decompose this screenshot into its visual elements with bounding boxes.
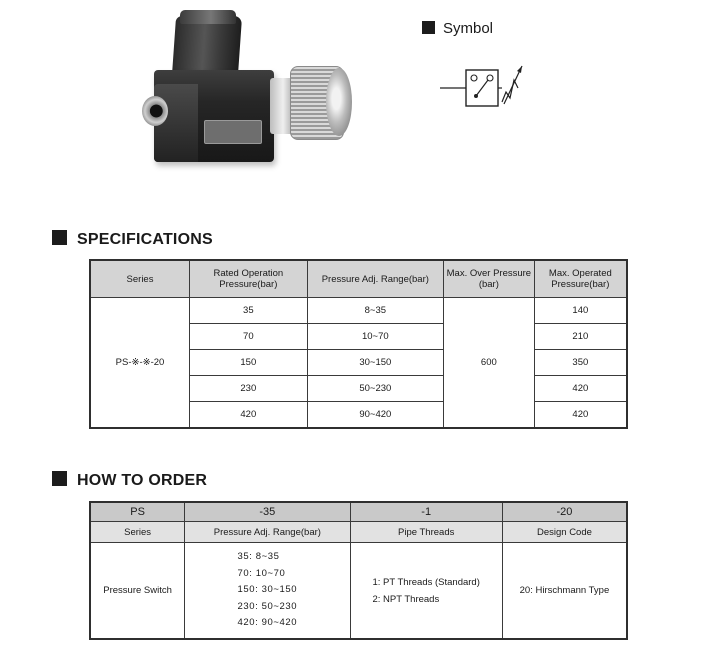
list-item: 2: NPT Threads (372, 593, 440, 605)
pressure-port (142, 96, 168, 126)
spec-rated-cell: 420 (190, 402, 308, 429)
order-code-range: -35 (185, 502, 350, 522)
order-header-series: Series (90, 522, 185, 543)
spec-max-operated-cell: 140 (534, 298, 627, 324)
product-photo (130, 8, 370, 173)
how-to-order-title: HOW TO ORDER (77, 472, 208, 489)
thread-list (373, 574, 480, 608)
spec-max-over-cell: 600 (444, 298, 535, 429)
order-design-value: 20: Hirschmann Type (502, 543, 627, 640)
range-list (237, 549, 297, 632)
spec-max-operated-cell: 350 (534, 350, 627, 376)
order-header-design: Design Code (502, 522, 627, 543)
spec-max-operated-cell: 210 (534, 324, 627, 350)
square-bullet-icon (52, 471, 67, 486)
order-series-value: Pressure Switch (90, 543, 185, 640)
list-item: 35: 8~35 (237, 551, 280, 563)
spec-rated-cell: 150 (190, 350, 308, 376)
spec-range-cell: 50~230 (307, 376, 443, 402)
spec-range-cell: 10~70 (307, 324, 443, 350)
spec-series-cell: PS-※-※-20 (90, 298, 190, 429)
symbol-title: Symbol (443, 20, 494, 37)
spec-max-operated-cell: 420 (534, 376, 627, 402)
spec-header-series: Series (90, 260, 190, 298)
how-to-order-heading (52, 471, 207, 490)
spec-rated-cell: 230 (190, 376, 308, 402)
order-threads-cell (350, 543, 502, 640)
list-item: 230: 50~230 (237, 600, 298, 612)
connector-cap (180, 10, 236, 24)
order-code-design: -20 (502, 502, 627, 522)
pressure-switch-symbol-icon (440, 62, 530, 108)
list-item: 1: PT Threads (Standard) (372, 576, 480, 588)
spec-rated-cell: 70 (190, 324, 308, 350)
specifications-title: SPECIFICATIONS (77, 231, 213, 248)
spec-header-rated: Rated Operation Pressure(bar) (190, 260, 308, 298)
specifications-table (89, 259, 628, 429)
order-code-series: PS (90, 502, 185, 522)
how-to-order-table (89, 501, 628, 640)
order-code-threads: -1 (350, 502, 502, 522)
list-item: 420: 90~420 (237, 617, 298, 629)
order-detail-row (90, 543, 627, 640)
square-bullet-icon (422, 21, 435, 34)
spec-range-cell: 8~35 (307, 298, 443, 324)
order-code-row (90, 502, 627, 522)
label-plate (204, 120, 262, 144)
table-row (90, 298, 627, 324)
spec-range-cell: 90~420 (307, 402, 443, 429)
connector-housing (172, 16, 242, 76)
spec-header-row (90, 260, 627, 298)
knob-cap (326, 68, 352, 136)
order-header-threads: Pipe Threads (350, 522, 502, 543)
order-range-cell (185, 543, 350, 640)
square-bullet-icon (52, 230, 67, 245)
list-item: 150: 30~150 (237, 584, 298, 596)
spec-header-range: Pressure Adj. Range(bar) (307, 260, 443, 298)
spec-rated-cell: 35 (190, 298, 308, 324)
order-header-range: Pressure Adj. Range(bar) (185, 522, 350, 543)
specifications-heading (52, 230, 213, 249)
symbol-heading (422, 20, 493, 37)
order-header-row (90, 522, 627, 543)
spec-range-cell: 30~150 (307, 350, 443, 376)
spec-header-max-operated: Max. Operated Pressure(bar) (534, 260, 627, 298)
spec-header-max-over: Max. Over Pressure (bar) (444, 260, 535, 298)
list-item: 70: 10~70 (237, 567, 286, 579)
spec-max-operated-cell: 420 (534, 402, 627, 429)
